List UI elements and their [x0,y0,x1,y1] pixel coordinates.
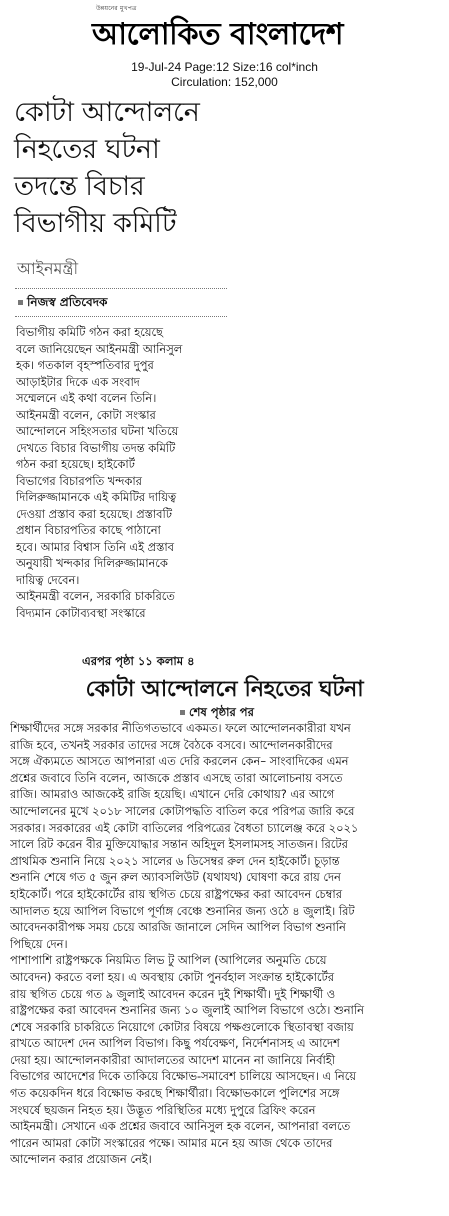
body-line: আইনমন্ত্রী বলেন, কোটা সংস্কার [16,407,156,422]
body-line: সঙ্গে ঐক্যমতে আসতে আপনারা এত দেরি করলেন কেন– সাংবাদিকের এমন [10,754,349,769]
body-line: শেষে সরকারি চাকরিতে নিয়োগে কোটার বিষয়ে পক্ষগুলোকে স্থিতাবস্থা বজায় [10,1019,354,1034]
body-line: সংঘর্ষে ছয়জন নিহত হয়। উদ্ভূত পরিস্থিতির মধ্যে দুপুরে ব্রিফিং করেন [10,1102,316,1117]
body-line: আন্দোলনের মুখে ২০১৮ সালের কোটাপদ্ধতি বাতিল করে পরিপত্র জারি করে [10,803,355,818]
body-line: দেয়া হয়। আন্দোলনকারীরা আদালতের আদেশ মানেন না জানিয়ে নির্বাহী [10,1052,336,1067]
masthead-tagline: উন্নয়নের মুখপত্র [96,5,137,12]
body-line: আন্দোলনে সহিংসতার ঘটনা খতিয়ে [16,424,179,438]
article-kicker: আইনমন্ত্রী [17,259,79,278]
continued-from-text: শেষ পৃষ্ঠার পর [189,705,254,719]
body-line: রাজি হবে, তখনই সরকার তাদের সঙ্গে বৈঠকে বসবে। আন্দোলনকারীদের [10,737,333,752]
jump-headline: কোটা আন্দোলনে নিহতের ঘটনা [85,677,364,702]
headline-line: কোটা আন্দোলনে [14,97,200,128]
body-line: আদালত হয়ে আপিল বিভাগে পূর্ণাঙ্গ বেঞ্চে শুনানির জন্য ওঠে ৪ জুলাই। রিট [10,903,355,918]
body-line: রাষ্ট্রপক্ষের করা আবেদন শুনানির জন্য ১০ জুলাই আপিল বিভাগে ওঠে। শুনানি [10,1003,364,1018]
jump-body [10,720,440,1168]
body-line: বিভাগীয় কমিটি গঠন করা হয়েছে [16,325,163,339]
body-line: আবেদনকারীপক্ষ সময় চেয়ে আরজি জানালে সেদিন আপিল বিভাগ শুনানি [10,920,346,935]
newspaper-logo: আলোকিত বাংলাদেশ [92,17,344,52]
byline-text: নিজস্ব প্রতিবেদক [27,295,108,309]
divider [15,288,227,289]
body-line: প্রশ্নের জবাবে তিনি বলেন, আজকে প্রস্তাব এসছে তারা আলোচনায় বসতে [10,770,343,785]
body-line: আন্দোলন করার প্রয়োজন নেই। [10,1152,152,1167]
body-line: আবেদন) করতে বলা হয়। এ অবস্থায় কোটা পুনর্বহাল সংক্রান্ত হাইকোর্টের [10,969,334,984]
continued-to-note: এরপর পৃষ্ঠা ১১ কলাম ৪ [82,654,195,668]
body-line: হক। গতকাল বৃহস্পতিবার দুপুর [16,358,154,372]
byline [18,294,107,314]
body-line: রায় স্থগিত চেয়ে গত ৯ জুলাই আবেদন করেন দুই শিক্ষার্থী। দুই শিক্ষার্থী ও [10,986,336,1001]
body-line: বিদ্যমান কোটাব্যবস্থা সংস্কারে [16,605,146,620]
headline-line: নিহতের ঘটনা [14,134,160,165]
body-line: দেওয়া প্রস্তাব করা হয়েছে। প্রস্তাবটি [16,506,172,521]
body-line: অনুযায়ী খন্দকার দিলিরুজ্জামানকে [16,556,168,570]
article-headline [14,94,314,242]
body-line: আইনমন্ত্রী। সেখানে এক প্রশ্নের জবাবে আনিসুল হক বলেন, আপনারা বলতে [10,1119,351,1134]
body-line: হাইকোর্ট। পরে হাইকোর্টের রায় স্থগিত চেয়ে রাষ্ট্রপক্ষের করা আবেদন চেম্বার [10,886,342,901]
body-line: প্রধান বিচারপতির কাছে পাঠানো [16,523,161,537]
body-line: আইনমন্ত্রী বলেন, সরকারি চাকরিতে [16,589,175,603]
body-line: বিভাগের বিচারপতি খন্দকার [16,473,142,488]
clipping-info: 19-Jul-24 Page:12 Size:16 col*inch [131,60,318,74]
body-line: সরকার। সরকারের এই কোটা বাতিলের পরিপত্রের বৈধতা চ্যালেঞ্জ করে ২০২১ [10,820,359,835]
body-line: সালে রিট করেন বীর মুক্তিযোদ্ধার সন্তান অহিদুল ইসলামসহ সাতজন। রিটের [10,837,348,852]
bullet-icon [180,710,185,715]
masthead [0,0,449,60]
body-line: দেখতে বিচার বিভাগীয় তদন্ত কমিটি [16,440,176,455]
headline-line: বিভাগীয় কমিটি [14,208,177,239]
body-line: পিছিয়ে দেন। [10,936,68,951]
body-line: হবে। আমার বিশ্বাস তিনি এই প্রস্তাব [16,539,174,554]
body-line: রাখতে আদেশ দেন আপিল বিভাগ। কিছু পর্যবেক্ষণ, নির্দেশনাসহ এ আদেশ [10,1036,340,1051]
body-line: পারেন আমরা কোটা সংস্কারের পক্ষে। আমার মনে হয় আজ থেকে তাদের [10,1135,333,1150]
body-line: দিলিরুজ্জামানকে এই কমিটির দায়িত্ব [16,490,177,504]
article-body [16,324,228,621]
headline-line: তদন্তে বিচার [14,171,145,202]
body-line: শুনানি শেষে গত ৫ জুন রুল অ্যাবসলিউট (যথাযথ) ঘোষণা করে রায় দেন [10,870,341,885]
body-line: বিভাগের আদেশের দিকে তাকিয়ে বিক্ষোভ-সমাবেশ চালিয়ে আসছেন। এ নিয়ে [10,1069,357,1084]
circulation-info: Circulation: 152,000 [171,75,278,89]
body-line: গঠন করা হয়েছে। হাইকোর্ট [16,457,135,471]
body-line: পাশাপাশি রাষ্ট্রপক্ষকে নিয়মিত লিভ টু আপিল (আপিলের অনুমতি চেয়ে [10,953,327,968]
body-line: দায়িত্ব দেবেন। [16,572,80,587]
bullet-icon [18,300,23,305]
body-line: সম্মেলনে এই কথা বলেন তিনি। [16,391,157,405]
body-line: আড়াইটার দিকে এক সংবাদ [16,374,140,389]
body-line: প্রাথমিক শুনানি নিয়ে ২০২১ সালের ৬ ডিসেম্বর রুল দেন হাইকোর্ট। চূড়ান্ত [10,853,340,868]
divider [15,316,227,317]
body-line: রাজি। আমরাও আজকেই রাজি হয়েছি। এখানে দেরি কোথায়? এর আগে [10,787,335,802]
body-line: শিক্ষার্থীদের সঙ্গে সরকার নীতিগতভাবে একমত। ফলে আন্দোলনকারীরা যখন [10,721,351,735]
body-line: বলে জানিয়েছেন আইনমন্ত্রী আনিসুল [16,341,183,356]
body-line: গত কয়েকদিন ধরে বিক্ষোভ করছে শিক্ষার্থীরা। বিক্ষোভকালে পুলিশের সঙ্গে [10,1086,340,1101]
